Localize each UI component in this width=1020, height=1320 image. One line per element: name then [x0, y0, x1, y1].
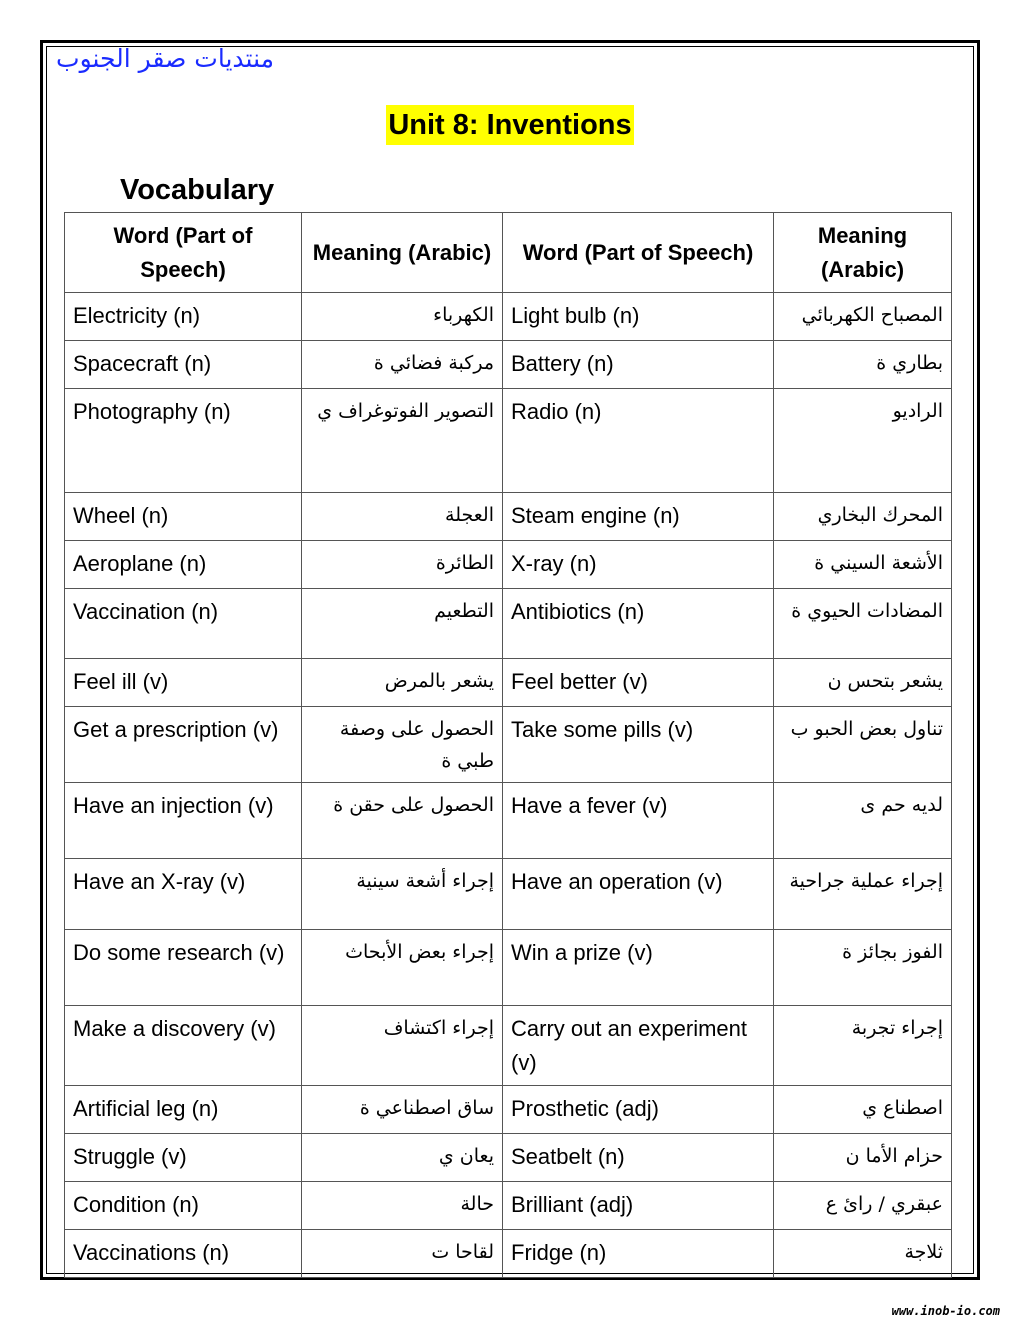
table-row [65, 1182, 952, 1230]
meaning-cell: يشعر بتحس ن [774, 659, 952, 707]
word-cell: Electricity (n) [65, 293, 302, 341]
meaning-cell: حالة [302, 1182, 503, 1230]
meaning-cell: الحصول على حقن ة [302, 783, 503, 859]
meaning-cell: الطائرة [302, 541, 503, 589]
meaning-cell: ثلاجة [774, 1230, 952, 1278]
word-cell: Spacecraft (n) [65, 341, 302, 389]
word-cell: Steam engine (n) [503, 493, 774, 541]
meaning-cell: إجراء اكتشاف [302, 1006, 503, 1086]
meaning-cell: ساق اصطناعي ة [302, 1086, 503, 1134]
word-cell: Battery (n) [503, 341, 774, 389]
section-heading: Vocabulary [120, 174, 275, 206]
meaning-cell: عبقري / رائ ع [774, 1182, 952, 1230]
table-row [65, 541, 952, 589]
word-cell: Win a prize (v) [503, 930, 774, 1006]
table-row [65, 783, 952, 859]
meaning-cell: الكهرباء [302, 293, 503, 341]
word-cell: Take some pills (v) [503, 707, 774, 783]
word-cell: Do some research (v) [65, 930, 302, 1006]
table-row [65, 589, 952, 659]
meaning-cell: تناول بعض الحبو ب [774, 707, 952, 783]
word-cell: Have an X-ray (v) [65, 859, 302, 930]
meaning-cell: الفوز بجائز ة [774, 930, 952, 1006]
meaning-cell: المصباح الكهربائي [774, 293, 952, 341]
word-cell: Photography (n) [65, 389, 302, 493]
meaning-cell: العجلة [302, 493, 503, 541]
page-title: Unit 8: Inventions [386, 105, 633, 145]
word-cell: X-ray (n) [503, 541, 774, 589]
word-cell: Make a discovery (v) [65, 1006, 302, 1086]
meaning-cell: لديه حم ى [774, 783, 952, 859]
word-cell: Have an operation (v) [503, 859, 774, 930]
table-row [65, 859, 952, 930]
word-cell: Feel ill (v) [65, 659, 302, 707]
word-cell: Fridge (n) [503, 1230, 774, 1278]
title-wrap [0, 105, 1020, 145]
table-body [65, 293, 952, 1278]
word-cell: Prosthetic (adj) [503, 1086, 774, 1134]
meaning-cell: لقاحا ت [302, 1230, 503, 1278]
table-row [65, 341, 952, 389]
word-cell: Radio (n) [503, 389, 774, 493]
table-row [65, 659, 952, 707]
word-cell: Feel better (v) [503, 659, 774, 707]
meaning-cell: بطاري ة [774, 341, 952, 389]
word-cell: Brilliant (adj) [503, 1182, 774, 1230]
vocabulary-table [64, 212, 952, 1278]
meaning-cell: اصطناع ي [774, 1086, 952, 1134]
meaning-cell: إجراء عملية جراحية [774, 859, 952, 930]
word-cell: Struggle (v) [65, 1134, 302, 1182]
table-row [65, 930, 952, 1006]
word-cell: Get a prescription (v) [65, 707, 302, 783]
header-word-2: Word (Part of Speech) [503, 213, 774, 293]
word-cell: Antibiotics (n) [503, 589, 774, 659]
header-meaning-2: Meaning (Arabic) [774, 213, 952, 293]
word-cell: Condition (n) [65, 1182, 302, 1230]
word-cell: Vaccination (n) [65, 589, 302, 659]
meaning-cell: يعان ي [302, 1134, 503, 1182]
word-cell: Seatbelt (n) [503, 1134, 774, 1182]
meaning-cell: إجراء تجربة [774, 1006, 952, 1086]
meaning-cell: المضادات الحيوي ة [774, 589, 952, 659]
table-row [65, 1086, 952, 1134]
meaning-cell: المحرك البخاري [774, 493, 952, 541]
forum-watermark: منتديات صقر الجنوب [56, 44, 274, 73]
table-header-row [65, 213, 952, 293]
meaning-cell: حزام الأما ن [774, 1134, 952, 1182]
meaning-cell: الراديو [774, 389, 952, 493]
meaning-cell: إجراء أشعة سينية [302, 859, 503, 930]
header-meaning-1: Meaning (Arabic) [302, 213, 503, 293]
meaning-cell: التصوير الفوتوغراف ي [302, 389, 503, 493]
meaning-cell: مركبة فضائي ة [302, 341, 503, 389]
footer-website: www.inob-io.com [891, 1304, 1000, 1318]
word-cell: Aeroplane (n) [65, 541, 302, 589]
header-word-1: Word (Part of Speech) [65, 213, 302, 293]
meaning-cell: الأشعة السيني ة [774, 541, 952, 589]
meaning-cell: التطعيم [302, 589, 503, 659]
table-row [65, 293, 952, 341]
word-cell: Vaccinations (n) [65, 1230, 302, 1278]
word-cell: Carry out an experiment (v) [503, 1006, 774, 1086]
table-row [65, 1134, 952, 1182]
table-row [65, 389, 952, 493]
table-row [65, 1006, 952, 1086]
word-cell: Wheel (n) [65, 493, 302, 541]
table-row [65, 707, 952, 783]
word-cell: Have a fever (v) [503, 783, 774, 859]
meaning-cell: يشعر بالمرض [302, 659, 503, 707]
word-cell: Artificial leg (n) [65, 1086, 302, 1134]
table-row [65, 493, 952, 541]
meaning-cell: إجراء بعض الأبحاث [302, 930, 503, 1006]
meaning-cell: الحصول على وصفة طبي ة [302, 707, 503, 783]
word-cell: Have an injection (v) [65, 783, 302, 859]
table-row [65, 1230, 952, 1278]
word-cell: Light bulb (n) [503, 293, 774, 341]
